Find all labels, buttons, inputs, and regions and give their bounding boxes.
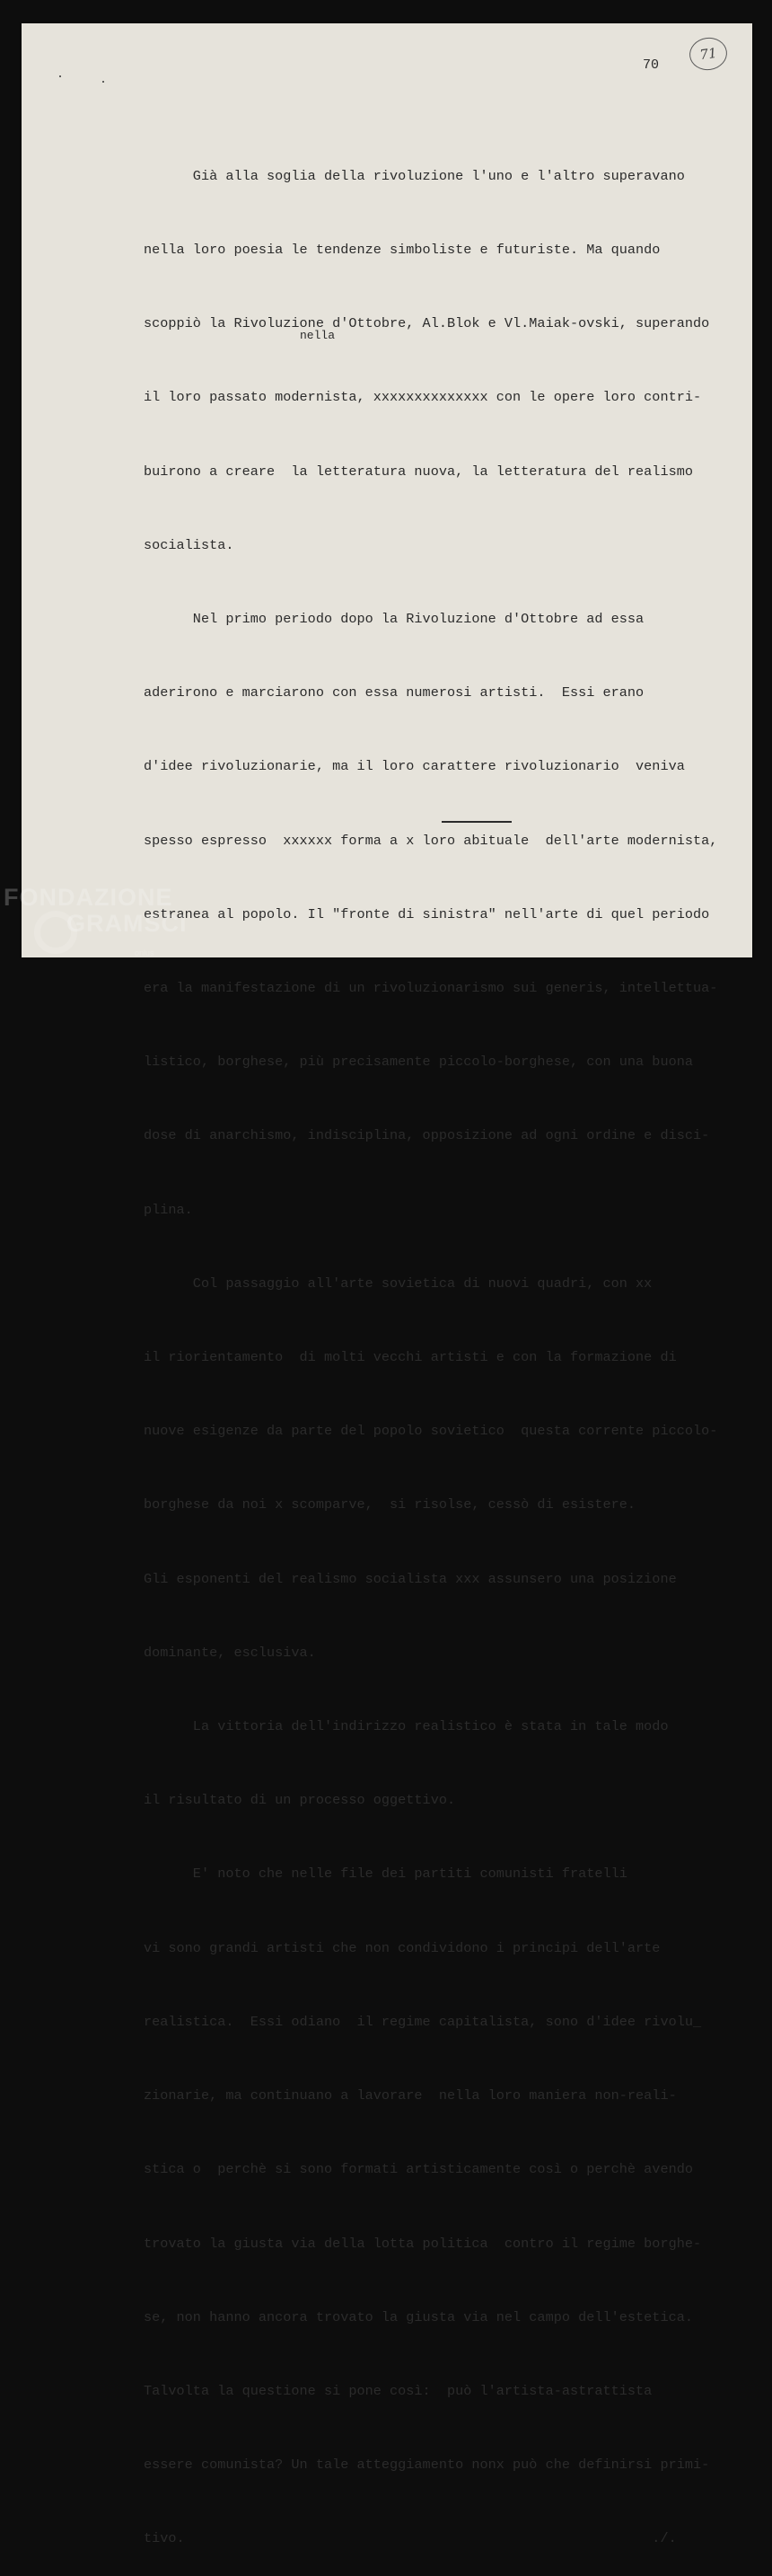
text-line: stica o perchè si sono formati artisticamente così o perchè avendo <box>144 2161 693 2178</box>
text-line: Già alla soglia della rivoluzione l'uno e l'altro superavano <box>144 167 685 184</box>
text-line: il riorientamento di molti vecchi artisti e con la formazione di <box>144 1349 677 1366</box>
text-line: E' noto che nelle file dei partiti comunisti fratelli <box>144 1866 627 1883</box>
text-line: spesso espresso xxxxxx forma a x loro abituale dell'arte modernista, <box>144 832 718 849</box>
underline-politica <box>442 821 512 823</box>
text-line: d'idee rivoluzionarie, ma il loro carattere rivoluzionario veniva <box>144 758 685 775</box>
watermark <box>4 886 188 936</box>
text-line: socialista. <box>144 536 234 553</box>
text-line: Talvolta la questione si pone così: può l'artista-astrattista <box>144 2382 653 2399</box>
text-line: borghese da noi x scomparve, si risolse, cessò di esistere. <box>144 1496 636 1513</box>
interlinear-insertion: nella <box>300 329 336 342</box>
text-line: dose di anarchismo, indisciplina, opposizione ad ogni ordine e disci- <box>144 1127 710 1144</box>
text-line: realistica. Essi odiano il regime capitalista, sono d'idee rivolu_ <box>144 2013 702 2030</box>
text-line: trovato la giusta via della lotta politica contro il regime borghe- <box>144 2235 702 2252</box>
text-line: scoppiò la Rivoluzione d'Ottobre, Al.Blok e Vl.Maiak-ovski, superando <box>144 315 710 332</box>
text-line: aderirono e marciarono con essa numerosi artisti. Essi erano <box>144 684 645 701</box>
text-line: Nel primo periodo dopo la Rivoluzione d'Ottobre ad essa <box>144 611 645 628</box>
text-line: vi sono grandi artisti che non condividono i principi dell'arte <box>144 1939 661 1956</box>
page-number: 70 <box>643 57 660 73</box>
text-line: La vittoria dell'indirizzo realistico è stata in tale modo <box>144 1718 669 1735</box>
text-line: se, non hanno ancora trovato la giusta via nel campo dell'estetica. <box>144 2308 693 2325</box>
text-line: plina. <box>144 1201 193 1218</box>
text-line: buirono a creare la letteratura nuova, la letteratura del realismo <box>144 463 693 480</box>
text-line: tivo. ./. <box>144 2530 677 2547</box>
watermark-line2: GRAMSCI <box>66 910 188 937</box>
archive-stamp-number: 71 <box>688 35 730 72</box>
watermark-sub: onlus <box>135 948 154 957</box>
typed-body-text <box>144 115 763 2576</box>
text-line: il loro passato modernista, xxxxxxxxxxxxxx con le opere loro contri- <box>144 389 702 406</box>
text-line: nella loro poesia le tendenze simboliste e futuriste. Ma quando <box>144 242 661 259</box>
text-line: nuove esigenze da parte del popolo sovietico questa corrente piccolo- <box>144 1423 718 1440</box>
text-line: estranea al popolo. Il "fronte di sinistra" nell'arte di quel periodo <box>144 905 710 922</box>
paper-speck <box>59 75 61 77</box>
watermark-line1: FONDAZIONE <box>4 884 173 911</box>
text-line: Col passaggio all'arte sovietica di nuovi quadri, con xx <box>144 1275 653 1292</box>
text-line: listico, borghese, più precisamente piccolo-borghese, con una buona <box>144 1054 693 1071</box>
text-line: Gli esponenti del realismo socialista xxx assunsero una posizione <box>144 1570 677 1587</box>
text-line: il risultato di un processo oggettivo. <box>144 1792 456 1809</box>
text-line: era la manifestazione di un rivoluzionarismo sui generis, intellettua- <box>144 980 718 997</box>
text-line: zionarie, ma continuano a lavorare nella loro maniera non-reali- <box>144 2087 677 2104</box>
text-line: essere comunista? Un tale atteggiamento nonx può che definirsi primi- <box>144 2457 710 2474</box>
paper-speck <box>102 81 104 83</box>
text-line: dominante, esclusiva. <box>144 1644 316 1661</box>
